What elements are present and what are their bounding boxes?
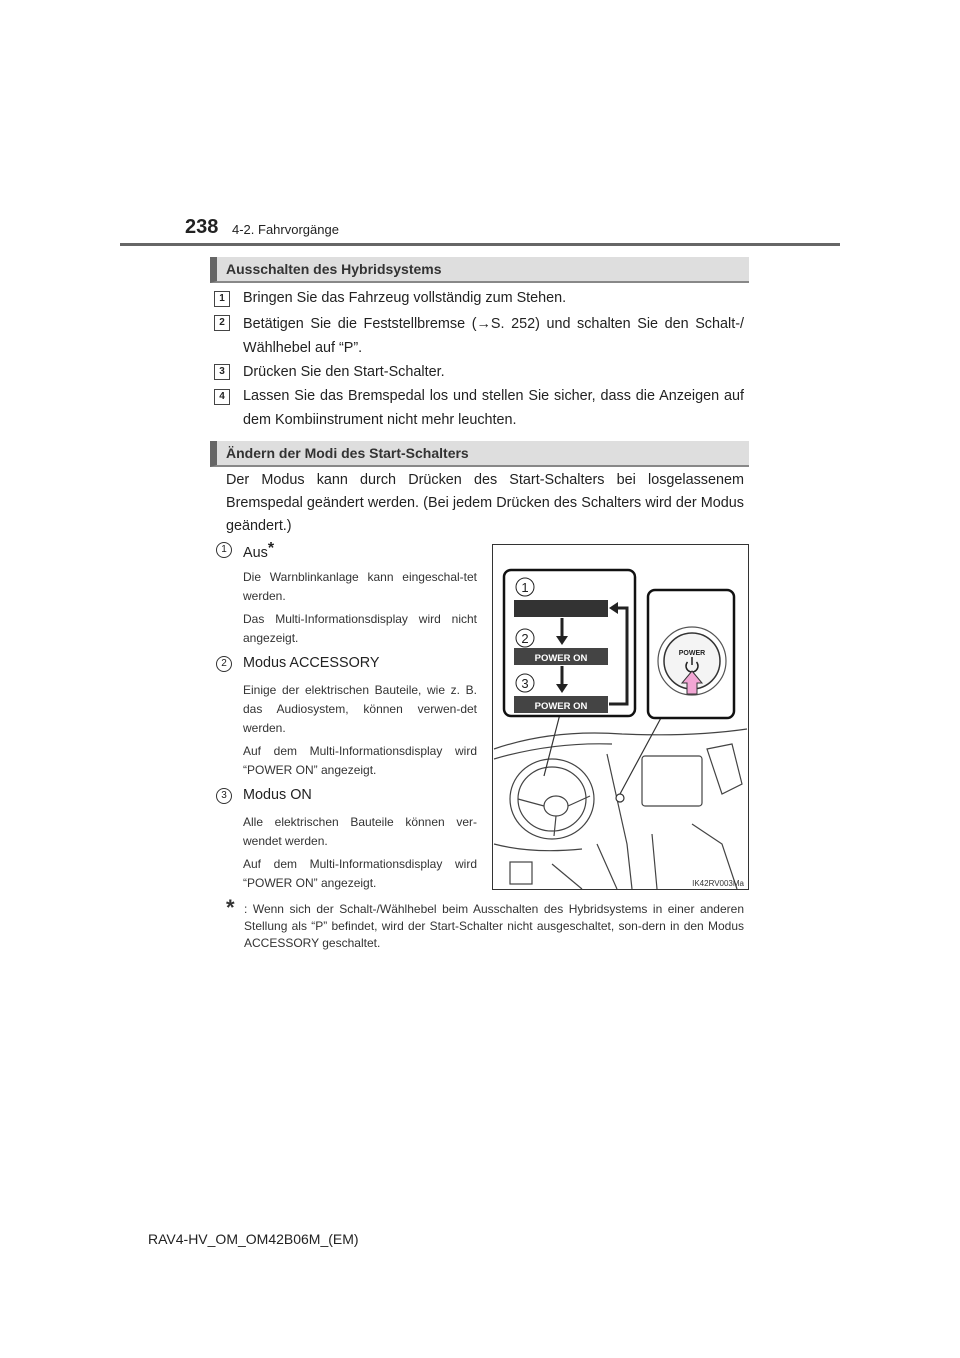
section-heading-modes [210,441,749,467]
mode-number-2: 2 [216,656,232,672]
mode-desc-2a: Einige der elektrischen Bauteile, wie z. B. das Audiosystem, können verwen-det werden. [243,683,477,735]
start-switch-illustration [492,544,749,890]
footnote-asterisk: * [226,895,235,920]
mode-number-3: 3 [216,788,232,804]
step-text-3: Drücken Sie den Start-Schalter. [243,364,445,380]
figure-label-3: 3 [521,676,529,691]
step-number-1: 1 [214,291,230,307]
power-button-label: POWER [678,650,706,657]
step-number-4: 4 [214,389,230,405]
figure-code: IK42RV003Ma [692,879,744,888]
document-code: RAV4-HV_OM_OM42B06M_(EM) [148,1231,359,1247]
step-number-2: 2 [214,315,230,331]
page-number: 238 [185,216,219,238]
chapter-section-label: 4-2. Fahrvorgänge [232,222,339,237]
asterisk-mark: * [267,540,275,557]
mode-title-3: Modus ON [243,787,312,803]
figure-label-1: 1 [521,580,529,595]
mode-number-1: 1 [216,542,232,558]
display-power-on-text-1: POWER ON [534,653,588,664]
mode-title-2: Modus ACCESSORY [243,655,380,671]
figure-label-2: 2 [521,631,529,646]
step-number-3: 3 [214,364,230,380]
mode-desc-1b: Das Multi-Informationsdisplay wird nicht angezeigt. [243,612,477,645]
display-blank-bar [514,600,608,617]
display-power-on-text-2: POWER ON [534,701,588,712]
footnote-text: : Wenn sich der Schalt-/Wählhebel beim Ausschalten des Hybridsystems in einer anderen Stellung als “P” befindet, wird der Start-Schalter nicht ausgeschaltet, son-dern in den Modus ACCESSORY geschaltet. [244,902,744,950]
modes-intro-paragraph: Der Modus kann durch Drücken des Start-Schalters bei losgelassenem Bremspedal geändert werden. (Bei jedem Drücken des Schalters wird der Modus geändert.) [226,472,744,534]
mode-desc-1a: Die Warnblinkanlage kann eingeschal-tet werden. [243,570,477,603]
section-heading-shutdown [210,257,749,283]
footnote [226,895,746,950]
step-text-4: Lassen Sie das Bremspedal los und stellen Sie sicher, dass die Anzeigen auf dem Kombiinstrument nicht mehr leuchten. [243,388,744,428]
step-text-2: Betätigen Sie die Feststellbremse (→S. 252) und schalten Sie den Schalt-/ Wählhebel auf “P”. [243,316,744,356]
step-text-1: Bringen Sie das Fahrzeug vollständig zum Stehen. [243,290,567,306]
mode-desc-3a: Alle elektrischen Bauteile können ver-wendet werden. [243,815,477,848]
mode-title-1: Aus* [243,540,275,561]
header-rule [120,243,840,246]
mode-desc-3b: Auf dem Multi-Informationsdisplay wird “POWER ON” angezeigt. [243,857,477,890]
section-heading-text: Ausschalten des Hybridsystems [226,261,442,277]
mode-desc-2b: Auf dem Multi-Informationsdisplay wird “POWER ON” angezeigt. [243,744,477,777]
section-heading-text: Ändern der Modi des Start-Schalters [226,445,469,461]
